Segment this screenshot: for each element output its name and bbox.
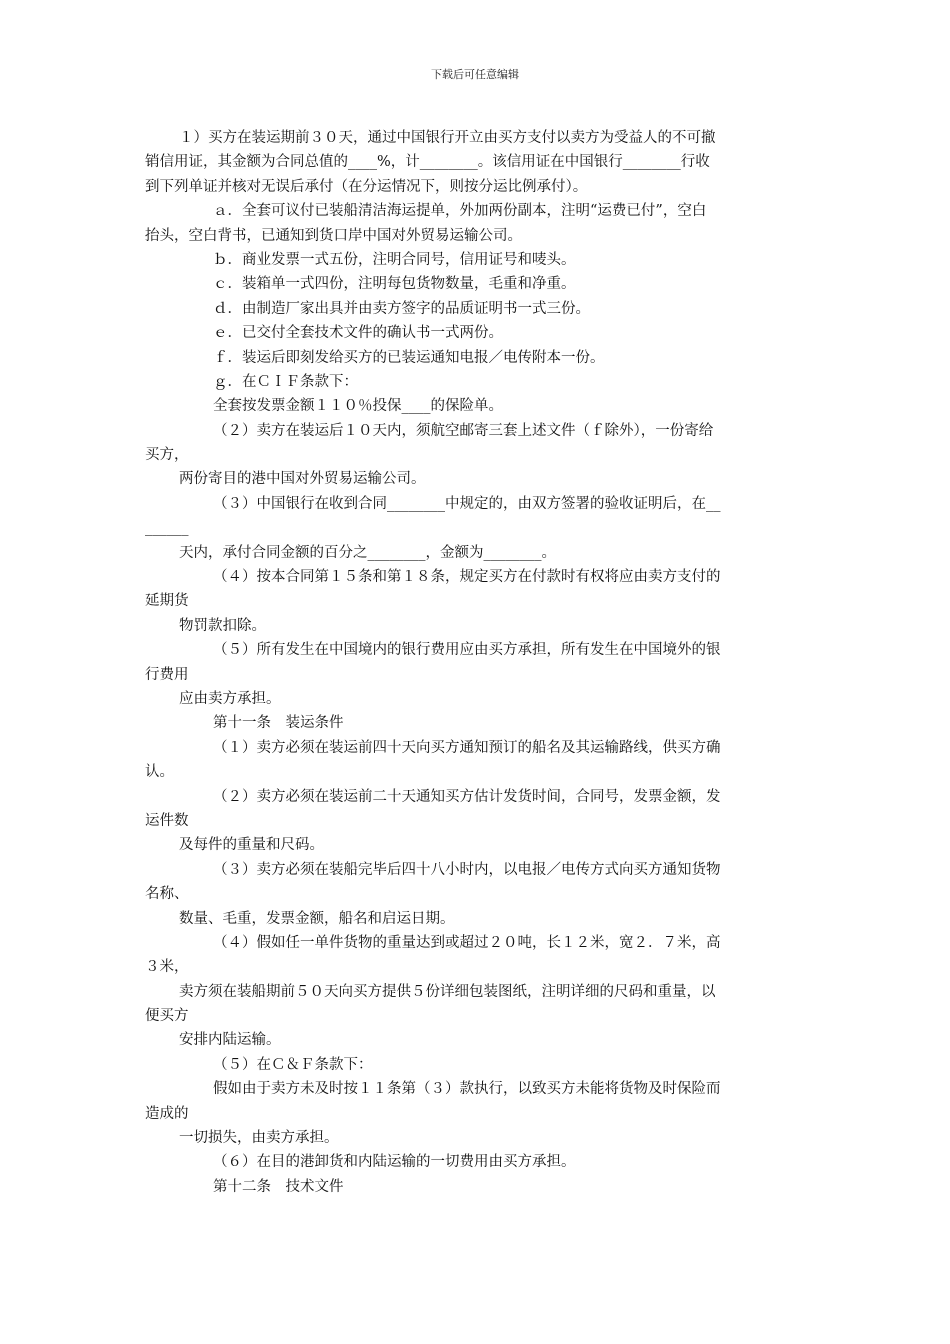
text-line: 及每件的重量和尺码。 (179, 837, 324, 854)
text-line: （２）卖方必须在装运前二十天通知买方估计发货时间，合同号，发票金额，发 (213, 788, 721, 805)
text-line: 全套按发票金额１１０％投保____的保险单。 (213, 398, 503, 415)
text-line: 销信用证，其金额为合同总值的____%，计________。该信用证在中国银行________行收 (145, 154, 710, 171)
text-line: （５）在Ｃ＆Ｆ条款下： (213, 1056, 373, 1073)
text-line: 假如由于卖方未及时按１１条第（３）款执行，以致买方未能将货物及时保险而 (213, 1081, 721, 1098)
text-line: ｆ．装运后即刻发给买方的已装运通知电报／电传附本一份。 (213, 349, 605, 366)
text-line: （１）卖方必须在装运前四十天向买方通知预订的船名及其运输路线，供买方确 (213, 739, 721, 756)
text-line: 物罚款扣除。 (179, 617, 266, 634)
text-line: 名称、 (145, 886, 189, 903)
text-line: ｃ．装箱单一式四份，注明每包货物数量，毛重和净重。 (213, 276, 576, 293)
text-line: ３米， (145, 959, 189, 976)
text-line: 卖方须在装船期前５０天向买方提供５份详细包装图纸，注明详细的尺码和重量，以 (179, 983, 716, 1000)
text-line: ｇ．在ＣＩＦ条款下： (213, 373, 358, 390)
text-line: 便买方 (145, 1008, 189, 1025)
page-header: 下载后可任意编辑 (431, 68, 519, 81)
text-line: 安排内陆运输。 (179, 1032, 281, 1049)
text-line: 一切损失，由卖方承担。 (179, 1130, 339, 1147)
text-line: 第十二条 技术文件 (213, 1178, 344, 1195)
text-line: 延期货 (145, 593, 189, 610)
text-line: （４）假如任一单件货物的重量达到或超过２０吨，长１２米，宽２．７米，高 (213, 934, 721, 951)
text-line: 到下列单证并核对无误后承付（在分运情况下，则按分运比例承付）。 (145, 178, 588, 195)
text-line: ｅ．已交付全套技术文件的确认书一式两份。 (213, 325, 503, 342)
text-line: 应由卖方承担。 (179, 690, 281, 707)
text-line: （５）所有发生在中国境内的银行费用应由买方承担，所有发生在中国境外的银 (213, 642, 721, 659)
document-body (145, 126, 805, 1199)
text-line: （３）中国银行在收到合同________中规定的，由双方签署的验收证明后，在__ (213, 495, 721, 512)
text-line: 买方， (145, 447, 189, 464)
text-line: ______ (145, 520, 189, 537)
text-line: １）买方在装运期前３０天，通过中国银行开立由买方支付以卖方为受益人的不可撤 (179, 130, 716, 146)
text-line: 运件数 (145, 812, 189, 829)
text-line: ｄ．由制造厂家出具并由卖方签字的品质证明书一式三份。 (213, 300, 590, 317)
text-line: 行费用 (145, 666, 189, 683)
text-line: ａ．全套可议付已装船清洁海运提单，外加两份副本，注明“运费已付”，空白 (213, 203, 707, 220)
text-line: 第十一条 装运条件 (213, 715, 344, 732)
text-line: （３）卖方必须在装船完毕后四十八小时内，以电报／电传方式向买方通知货物 (213, 861, 721, 878)
text-line: ｂ．商业发票一式五份，注明合同号，信用证号和唛头。 (213, 251, 576, 268)
text-line: （６）在目的港卸货和内陆运输的一切费用由买方承担。 (213, 1154, 576, 1171)
text-line: 抬头，空白背书，已通知到货口岸中国对外贸易运输公司。 (145, 227, 522, 244)
text-line: 数量、毛重，发票金额，船名和启运日期。 (179, 910, 455, 927)
text-line: （２）卖方在装运后１０天内，须航空邮寄三套上述文件（ｆ除外），一份寄给 (213, 422, 714, 439)
text-line: 天内，承付合同金额的百分之________，金额为________。 (179, 544, 556, 561)
text-line: （４）按本合同第１５条和第１８条，规定买方在付款时有权将应由卖方支付的 (213, 569, 721, 586)
text-line: 认。 (145, 764, 174, 781)
text-line: 两份寄目的港中国对外贸易运输公司。 (179, 471, 426, 488)
text-line: 造成的 (145, 1105, 189, 1122)
